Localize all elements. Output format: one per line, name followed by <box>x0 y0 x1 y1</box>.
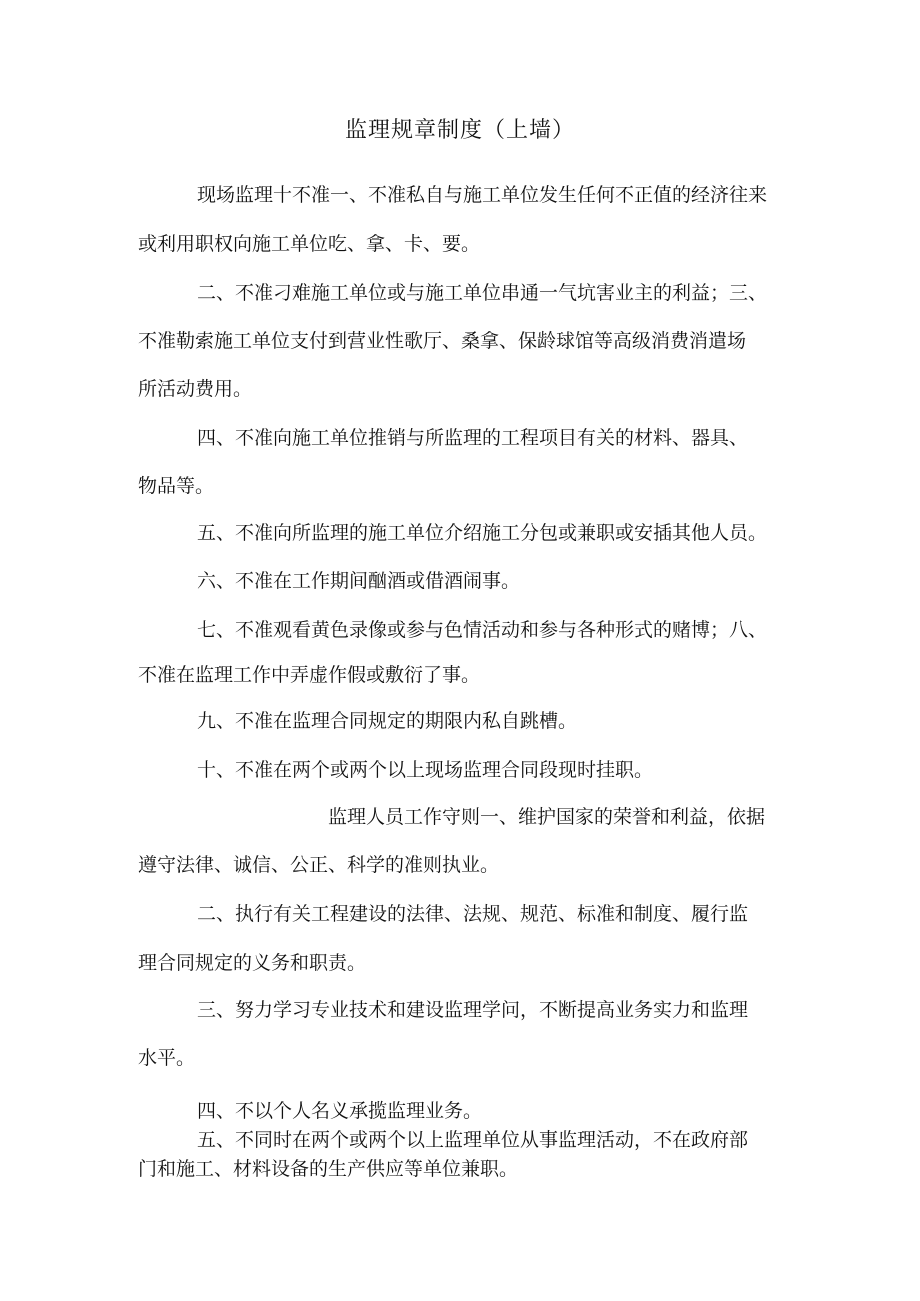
text-line-6: 四、不准向施工单位推销与所监理的工程项目有关的材料、器具、 <box>197 427 749 449</box>
text-line-3: 二、不准刁难施工单位或与施工单位串通一气坑害业主的利益；三、 <box>197 282 768 304</box>
text-line-1: 现场监理十不准一、不准私自与施工单位发生任何不正值的经济往来 <box>197 184 768 206</box>
text-line-22: 门和施工、材料设备的生产供应等单位兼职。 <box>138 1158 519 1180</box>
text-line-18: 三、努力学习专业技术和建设监理学问，不断提高业务实力和监理 <box>197 999 749 1021</box>
text-line-19: 水平。 <box>138 1047 196 1069</box>
text-line-16: 二、执行有关工程建设的法律、法规、规范、标准和制度、履行监 <box>197 903 749 925</box>
text-line-12: 九、不准在监理合同规定的期限内私自跳槽。 <box>197 710 578 732</box>
text-line-20: 四、不以个人名义承揽监理业务。 <box>197 1100 483 1122</box>
text-line-21: 五、不同时在两个或两个以上监理单位从事监理活动，不在政府部 <box>197 1129 749 1151</box>
text-line-15: 遵守法律、诚信、公正、科学的准则执业。 <box>138 854 500 876</box>
page-title: 监理规章制度（上墙） <box>344 118 575 143</box>
text-line-2: 或利用职权向施工单位吃、拿、卡、要。 <box>138 233 481 255</box>
text-line-9: 六、不准在工作期间酗酒或借酒闹事。 <box>197 570 521 592</box>
text-line-5: 所活动费用。 <box>138 378 253 400</box>
text-line-4: 不准勒索施工单位支付到营业性歌厅、桑拿、保龄球馆等高级消费消遣场 <box>138 330 747 352</box>
text-line-8: 五、不准向所监理的施工单位介绍施工分包或兼职或安插其他人员。 <box>197 522 768 544</box>
text-line-11: 不准在监理工作中弄虚作假或敷衍了事。 <box>138 664 481 686</box>
text-line-7: 物品等。 <box>138 475 215 497</box>
text-line-10: 七、不准观看黄色录像或参与色情活动和参与各种形式的赌博；八、 <box>197 619 768 641</box>
text-line-13: 十、不准在两个或两个以上现场监理合同段现时挂职。 <box>197 759 654 781</box>
text-line-14: 监理人员工作守则一、维护国家的荣誉和利益，依据 <box>328 806 766 828</box>
text-line-17: 理合同规定的义务和职责。 <box>138 952 367 974</box>
